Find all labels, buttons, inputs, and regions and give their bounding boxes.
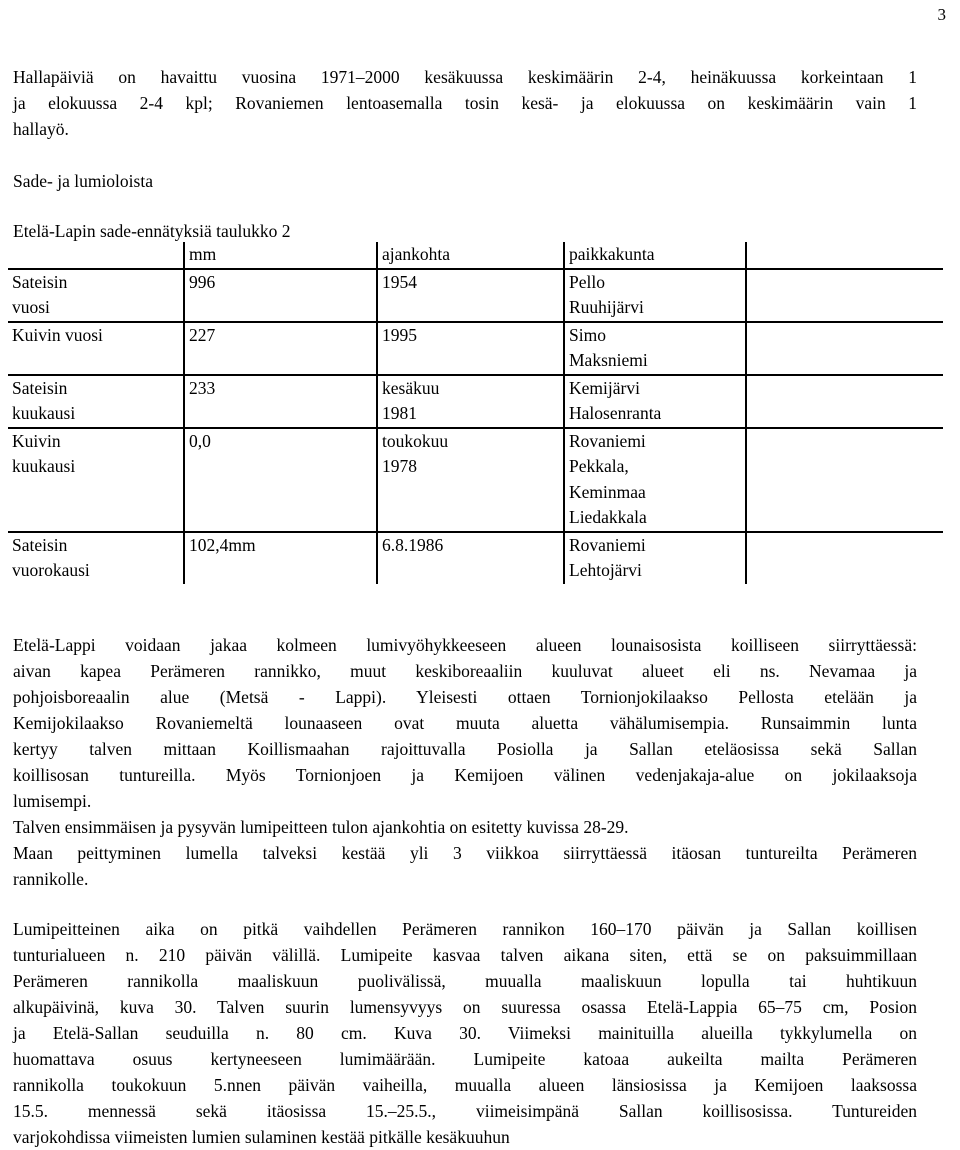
table-cell (746, 428, 943, 532)
text-line: varjokohdissa viimeisten lumien sulaminen kestää pitkälle kesäkuuhun (13, 1127, 510, 1147)
table-cell: 996 (184, 269, 377, 322)
text-line: Etelä-Lappi voidaan jakaa kolmeen lumivyöhykkeeseen alueen lounaisosista koilliseen siirryttäessä: (13, 635, 917, 655)
table-cell: 1995 (377, 322, 564, 375)
text-line: alkupäivinä, kuva 30. Talven suurin lumensyvyys on suuressa osassa Etelä-Lappia 65–75 cm, Posion (13, 997, 917, 1017)
text-line: Kemijokilaakso Rovaniemeltä lounaaseen ovat muuta aluetta vähälumisempia. Runsaimmin lunta (13, 713, 917, 733)
section-heading: Sade- ja lumioloista (13, 171, 153, 191)
table-cell: kesäkuu 1981 (377, 375, 564, 428)
table-cell: Kuivin vuosi (8, 322, 184, 375)
table-cell: 227 (184, 322, 377, 375)
text-line: rannikolle. (13, 869, 89, 889)
table-cell: Kuivin kuukausi (8, 428, 184, 532)
table-header-cell: ajankohta (377, 242, 564, 269)
text-line: lumisempi. (13, 791, 92, 811)
table-cell (746, 532, 943, 584)
text-line: pohjoisboreaalin alue (Metsä - Lappi). Yleisesti ottaen Tornionjokilaakso Pellosta etelään ja (13, 687, 917, 707)
table-row (8, 322, 943, 375)
table-header-cell: mm (184, 242, 377, 269)
text-line: huomattava osuus kertyneeseen lumimäärään. Lumipeite katoaa aukeilta mailta Perämeren (13, 1049, 917, 1069)
text-line: 15.5. mennessä sekä itäosissa 15.–25.5., viimeisimpänä Sallan koillisosissa. Tuntureiden (13, 1101, 917, 1121)
text-line: koillisosan tuntureilla. Myös Tornionjoen ja Kemijoen välinen vedenjakaja-alue on jokilaaksoja (13, 765, 917, 785)
table-row (8, 375, 943, 428)
text-line: Perämeren rannikolla maaliskuun puolivälissä, muualla maaliskuun lopulla tai huhtikuun (13, 971, 917, 991)
paragraph-first-snow: Talven ensimmäisen ja pysyvän lumipeitteen tulon ajankohtia on esitetty kuvissa 28-29. (13, 817, 629, 837)
table-cell: Pello Ruuhijärvi (564, 269, 746, 322)
page-number: 3 (937, 5, 946, 24)
table-cell: 233 (184, 375, 377, 428)
text-line: Maan peittyminen lumella talveksi kestää yli 3 viikkoa siirryttäessä itäosan tuntureilta Perämeren (13, 843, 917, 863)
table-cell: 1954 (377, 269, 564, 322)
table-cell: Sateisin vuosi (8, 269, 184, 322)
paragraph-snow-zones (13, 632, 917, 892)
text-line: aivan kapea Perämeren rannikko, muut keskiboreaaliin kuuluvat alueet eli ns. Nevamaa ja (13, 661, 917, 681)
table-cell: Rovaniemi Pekkala, Keminmaa Liedakkala (564, 428, 746, 532)
table-row (8, 428, 943, 532)
text-line: hallayö. (13, 119, 69, 139)
table-cell: 6.8.1986 (377, 532, 564, 584)
table-header-cell (8, 242, 184, 269)
paragraph-snow-cover-period (13, 916, 917, 1150)
table-cell: Sateisin vuorokausi (8, 532, 184, 584)
text-line: kertyy talven mittaan Koillismaahan rajoittuvalla Posiolla ja Sallan eteläosissa sekä Sallan (13, 739, 917, 759)
table-cell: Rovaniemi Lehtojärvi (564, 532, 746, 584)
table-cell: Kemijärvi Halosenranta (564, 375, 746, 428)
table-cell (746, 375, 943, 428)
table-header-cell: paikkakunta (564, 242, 746, 269)
table-caption: Etelä-Lapin sade-ennätyksiä taulukko 2 (13, 221, 291, 241)
text-line: rannikolla toukokuun 5.nnen päivän vaiheilla, muualla alueen länsiosissa ja Kemijoen laaksossa (13, 1075, 917, 1095)
intro-paragraph (13, 64, 917, 142)
table-cell: 0,0 (184, 428, 377, 532)
rain-records-table (8, 242, 943, 584)
text-line: Lumipeitteinen aika on pitkä vaihdellen Perämeren rannikon 160–170 päivän ja Sallan koillisen (13, 919, 917, 939)
table-cell (746, 269, 943, 322)
table-cell: Sateisin kuukausi (8, 375, 184, 428)
table-header-cell (746, 242, 943, 269)
text-line: tunturialueen n. 210 päivän välillä. Lumipeite kasvaa talven aikana siten, että se on paksuimmillaan (13, 945, 917, 965)
table-header-row (8, 242, 943, 269)
text-line: ja Etelä-Sallan seuduilla n. 80 cm. Kuva 30. Viimeksi mainituilla alueilla tykkylumella on (13, 1023, 917, 1043)
table-cell: 102,4mm (184, 532, 377, 584)
table-cell: toukokuu 1978 (377, 428, 564, 532)
text-line: ja elokuussa 2-4 kpl; Rovaniemen lentoasemalla tosin kesä- ja elokuussa on keskimäärin vain 1 (13, 93, 917, 113)
table-row (8, 269, 943, 322)
table-cell (746, 322, 943, 375)
table-row (8, 532, 943, 584)
text-line: Hallapäiviä on havaittu vuosina 1971–2000 kesäkuussa keskimäärin 2-4, heinäkuussa korkeintaan 1 (13, 67, 917, 87)
table-cell: Simo Maksniemi (564, 322, 746, 375)
